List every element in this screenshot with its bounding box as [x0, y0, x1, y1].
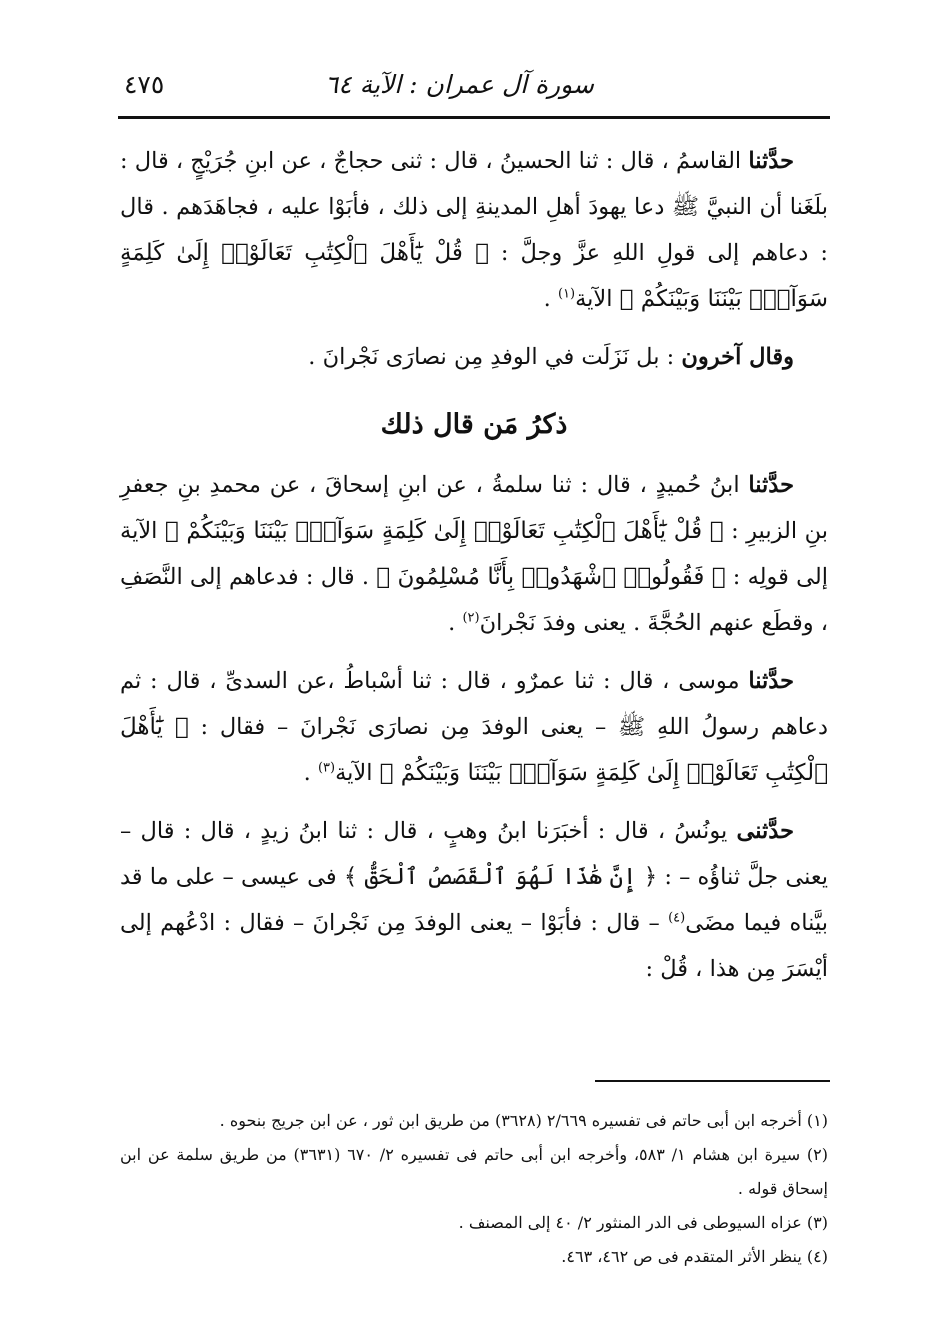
- paragraph-text: . قال : فدعاهم إلى النَّصَفِ ، وقطَع عنهم الحُجَّةَ . يعنى وفدَ نَجْرانَ: [120, 564, 828, 636]
- paragraph-1: [120, 138, 828, 322]
- page-number: ٤٧٥: [124, 70, 165, 99]
- paragraph-text: – قال : فأبَوْا – يعنى الوفدَ مِن نَجْرانَ – فقال : ادْعُهم إلى أيْسَرَ مِن هذا ، قُلْ :: [120, 910, 828, 982]
- quran-quote: ﴿ يَٰٓأَهْلَ ٱلْكِتَٰبِ تَعَالَوْا۟ إِلَىٰ كَلِمَةٍ سَوَآءٍۭ بَيْنَنَا وَبَيْنَكُمْ ﴾: [120, 714, 828, 786]
- footnote-1: (١) أخرجه ابن أبى حاتم فى تفسيره ٢/٦٦٩ (٣٦٢٨) من طريق ابن ثور ، عن ابن جريج بنحوه .: [219, 1111, 828, 1130]
- paragraph-3: [120, 462, 828, 646]
- footnote-rule: [595, 1080, 830, 1082]
- paragraph-text: الآية إلى قولِه :: [120, 518, 828, 590]
- paragraph-text: .: [448, 610, 463, 636]
- paragraph-2: [120, 334, 828, 380]
- paragraph-text: القاسمُ ، قال : ثنا الحسينُ ، قال : ثنى حجاجٌ ، عن ابنِ جُرَيْجٍ ، قال : بلَغَنا أن النبيَّ ﷺ دعا يهودَ أهلِ المدينةِ إلى ذلك ، فأبَوْا عليه ، فجاهَدَهم . قال : دعاهم إلى قولِ اللهِ عزَّ وجلَّ :: [120, 148, 828, 266]
- section-heading: ذكرُ مَن قال ذلك: [380, 409, 568, 440]
- quran-quote: ﴿ إِنَّ هَٰذَا لَهُوَ ٱلْقَصَصُ ٱلْحَقُّ ﴾: [343, 864, 658, 890]
- footnote-2: (٢) سيرة ابن هشام ١/ ٥٨٣، وأخرجه ابن أبى حاتم فى تفسيره ٢/ ٦٧٠ (٣٦٣١) من طريق سلمة عن ابن إسحاق قوله .: [120, 1145, 829, 1198]
- footnote-ref: (٢): [462, 610, 480, 626]
- paragraph-4: [120, 658, 828, 796]
- paragraph-lead: حدَّثنا: [748, 148, 794, 174]
- footnote-4: (٤) ينظر الأثر المتقدم فى ص ٤٦٢، ٤٦٣.: [561, 1247, 828, 1266]
- paragraph-text: : بل نَزَلَت في الوفدِ مِن نصارَى نَجْرانَ .: [308, 344, 682, 370]
- paragraph-lead: حدَّثنا: [748, 472, 794, 498]
- paragraph-5: [120, 808, 828, 992]
- running-title: سورة آل عمران : الآية ٦٤: [324, 70, 594, 99]
- paragraph-lead: وقال آخرون: [681, 344, 794, 370]
- paragraph-text: الآية: [335, 760, 380, 786]
- quran-quote: ﴿ قُلْ يَٰٓأَهْلَ ٱلْكِتَٰبِ تَعَالَوْا۟ إِلَىٰ كَلِمَةٍ سَوَآءٍۭ بَيْنَنَا وَبَيْنَكُمْ ﴾: [164, 518, 724, 544]
- main-text: [120, 138, 828, 1004]
- footnotes: [120, 1104, 828, 1274]
- paragraph-text: فى عيسى – على ما قد بيَّناه فيما مضَى: [120, 864, 828, 936]
- paragraph-text: .: [543, 286, 558, 312]
- paragraph-text: الآية: [575, 286, 620, 312]
- paragraph-text: يونُسُ ، قال : أخبَرَنا ابنُ وهبٍ ، قال : ثنا ابنُ زيدٍ ، قال : قال – يعنى جلَّ ثناؤُه – :: [120, 818, 828, 890]
- paragraph-text: موسى ، قال : ثنا عمرٌو ، قال : ثنا أسْباطُ ،عن السدىِّ ، قال : ثم دعاهم رسولُ اللهِ ﷺ – يعنى الوفدَ مِن نصارَى نَجْرانَ – فقال :: [120, 668, 828, 740]
- footnote-ref: (١): [557, 286, 576, 302]
- paragraph-lead: حدَّثنا: [748, 668, 794, 694]
- header-rule: [118, 116, 830, 119]
- footnote-3: (٣) عزاه السيوطى فى الدر المنثور ٢/ ٤٠ إلى المصنف .: [458, 1213, 828, 1232]
- footnote-ref: (٤): [668, 910, 686, 926]
- page-header: [118, 62, 830, 114]
- paragraph-lead: حدَّثنى: [736, 818, 794, 844]
- quran-quote: ﴿ قُلْ يَٰٓأَهْلَ ٱلْكِتَٰبِ تَعَالَوْا۟ إِلَىٰ كَلِمَةٍ سَوَآءٍۭ بَيْنَنَا وَبَيْنَكُمْ ﴾: [120, 240, 828, 312]
- paragraph-text: ابنُ حُميدٍ ، قال : ثنا سلمةُ ، عن ابنِ إسحاقَ ، عن محمدِ بنِ جعفرِ بنِ الزبيرِ :: [120, 472, 828, 544]
- footnote-ref: (٣): [317, 760, 336, 776]
- quran-quote: ﴿ فَقُولُوا۟ ٱشْهَدُوا۟ بِأَنَّا مُسْلِمُونَ ﴾: [376, 564, 726, 590]
- paragraph-text: .: [303, 760, 318, 786]
